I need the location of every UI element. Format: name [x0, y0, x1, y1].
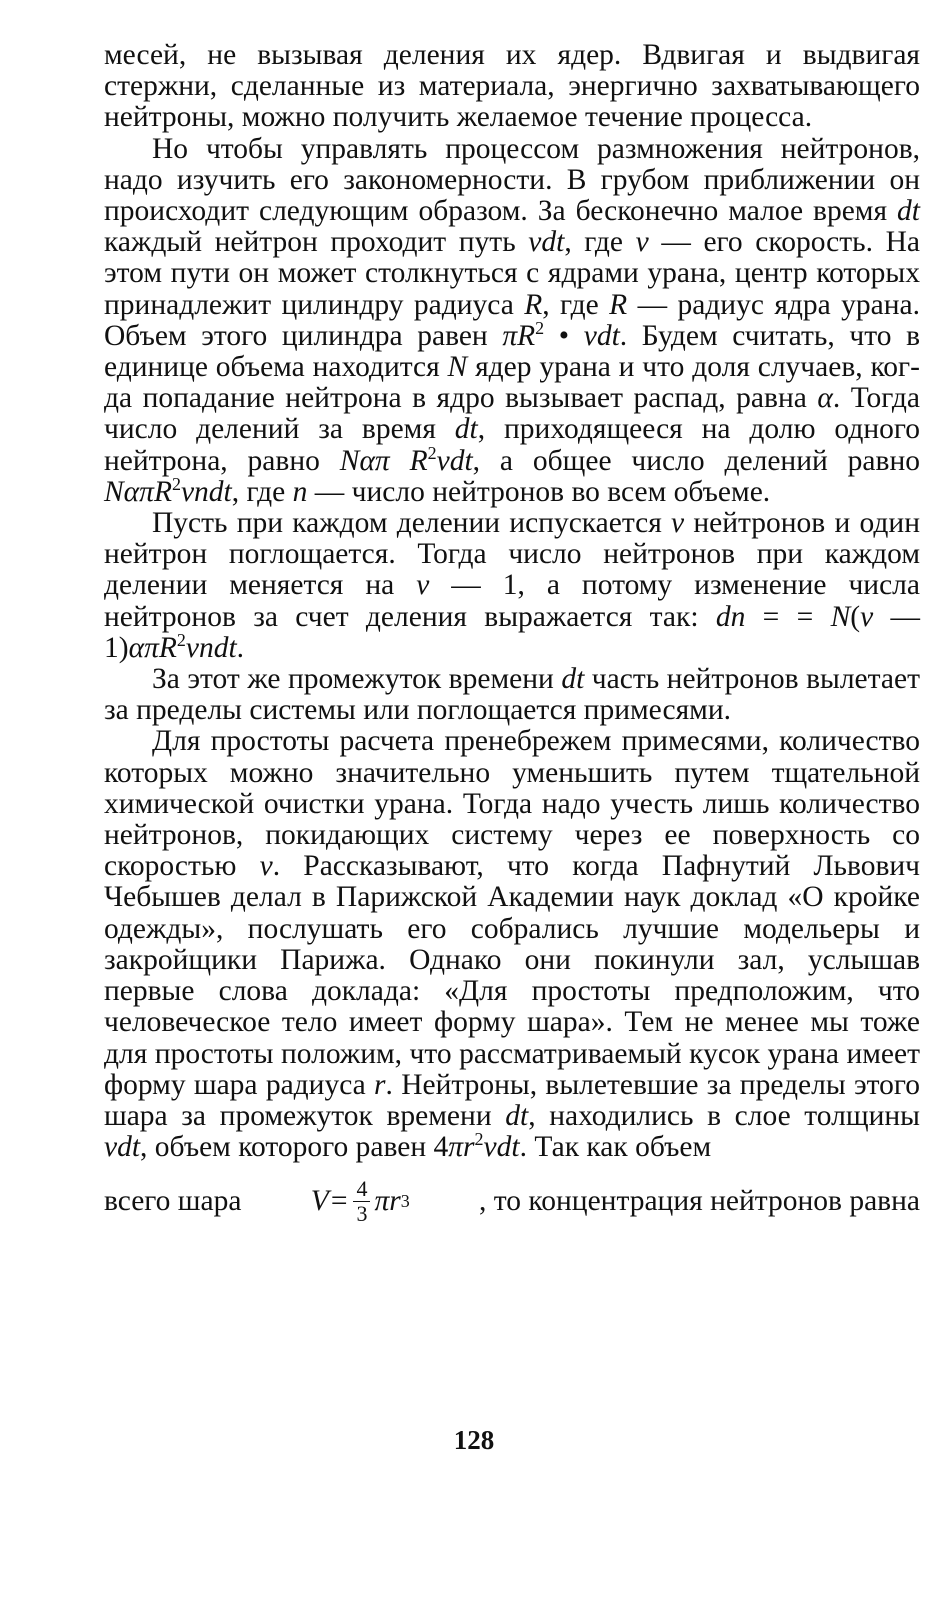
- volume-formula: [311, 1177, 410, 1226]
- paragraph-p4: Для простоты расчета пренебрежем примесями, количество которых можно значительно уменьшить путем тщательной химической очистки урана. Тогда надо учесть лишь количество нейтронов, покидающих систему через ее поверхность со скоростью v. Рассказывают, что когда Пафнутий Львович Чебышев делал в Парижской Академии наук доклад «О кройке одежды», послушать его собрались лучшие модельеры и закройщики Парижа. Однако они покинули зал, услышав первые слова доклада: «Для простоты предположим, что человеческое тело имеет форму шара». Тем не менее мы тоже для простоты положим, что рассматриваемый кусок урана имеет форму шара радиуса r. Нейтроны, вылетевшие за пределы этого шара за промежуток времени dt, находились в слое толщины vdt, объем которого равен $4\pi r^2vdt$. Так как объем: [104, 725, 921, 1164]
- page-number: 128: [453, 1425, 495, 1455]
- fraction: [353, 1177, 370, 1226]
- paragraph-p1: Но чтобы управлять процессом размножения нейтронов, надо изучить его закономерности. В грубом приближении он происходит следующим образом. За бесконечно малое время dt каждый нейтрон проходит путь vdt, где v — его скорость. На этом пути он может столкнуться с ядрами урана, центр которых принадлежит цилиндру радиуса R, где R — радиус ядра урана. Объем этого цилиндра равен $\pi R^2$ • vdt. Будем считать, что в единице объема находится N ядер урана и что доля случаев, когда попадание нейтрона в ядро вызывает распад, равна α. Тогда число делений за время dt, приходящееся на долю одного нейтрона, равно Nαπ $R^2vdt$, а общее число делений равно NαπR$^2$vndt, где n — число нейтронов во всем объеме.: [104, 132, 920, 508]
- text-body: [104, 40, 920, 1163]
- formula-text-before: всего шара: [104, 1185, 242, 1218]
- formula-lhs: V: [310, 1185, 329, 1218]
- fraction-numerator: 4: [353, 1177, 370, 1202]
- formula-power: 3: [400, 1191, 410, 1212]
- paragraph-p3: За этот же промежуток времени dt часть нейтронов вылетает за пределы системы или поглощается примесями.: [104, 663, 920, 727]
- formula-line: [104, 1177, 920, 1226]
- paragraph-p2: Пусть при каждом делении испускается ν нейтронов и один нейтрон поглощается. Тогда число нейтронов при каждом делении меняется на ν — 1, а потому изменение числа нейтронов за счет деления выражается так: dn = = N(ν — 1)απR$^2$vndt.: [104, 507, 921, 664]
- formula-text-after: , то концентрация нейтронов равна: [479, 1185, 920, 1218]
- paragraph-p0: месей, не вызывая деления их ядер. Вдвигая и выдвигая стержни, сделанные из материала, энергично захватывающего нейтроны, можно получить желаемое течение процесса.: [104, 39, 920, 134]
- formula-pi-r: πr: [374, 1185, 401, 1218]
- page-body: [104, 40, 920, 1226]
- fraction-denominator: 3: [356, 1201, 368, 1227]
- formula-equals: =: [330, 1185, 348, 1218]
